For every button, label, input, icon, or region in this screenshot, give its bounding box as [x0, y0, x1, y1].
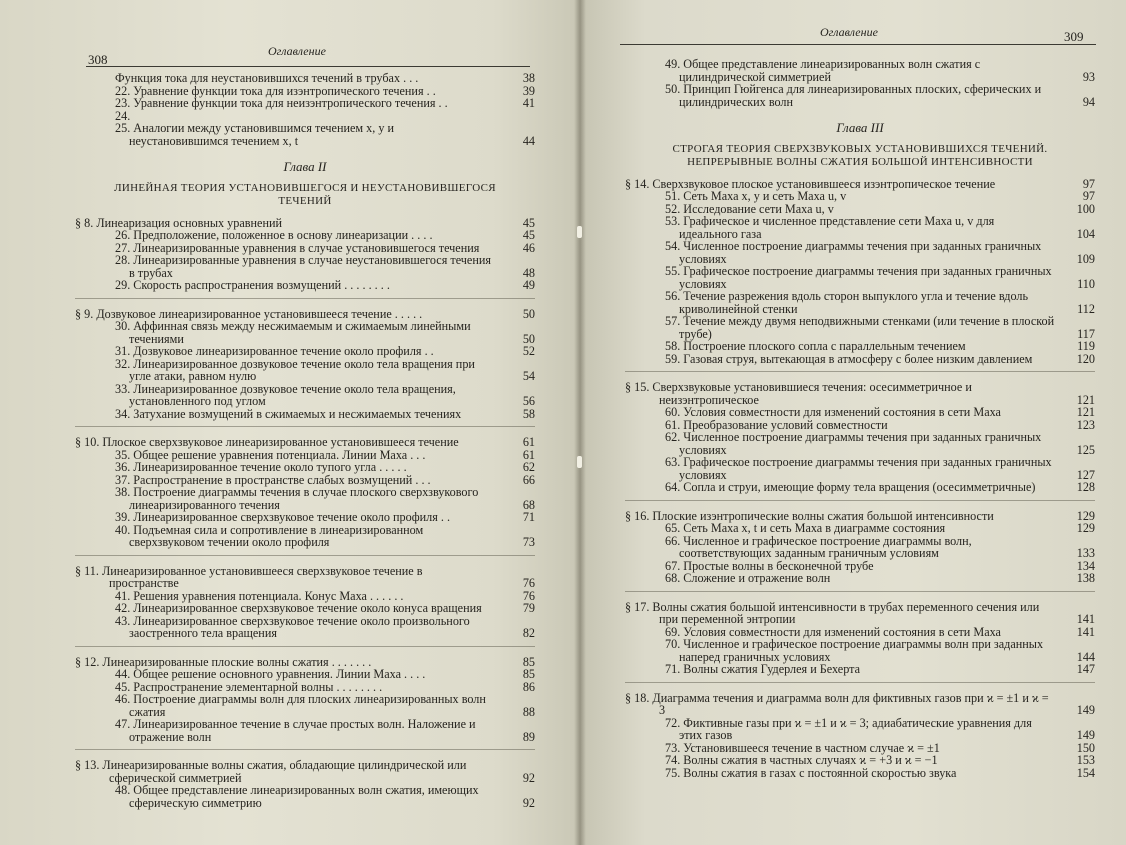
toc-entry: [75, 784, 535, 809]
section-title: § 12. Линеаризированные плоские волны сжатия . . . . . . .: [75, 654, 372, 669]
toc-entry-text: [115, 122, 495, 147]
toc-entry-page: 119: [1077, 339, 1095, 353]
toc-entry-title: Предположение, положенное в основу линеаризации . . . .: [133, 228, 433, 242]
page-number-right: 309: [1064, 29, 1084, 44]
toc-entry-page: 97: [1082, 189, 1095, 203]
toc-entry-page: 45: [522, 228, 535, 242]
toc-entry: [75, 693, 535, 718]
toc-entry-page: 82: [522, 626, 535, 640]
section-page: 85: [522, 654, 535, 669]
toc-entry-number: 33.: [115, 381, 131, 396]
toc-entry-title: Построение диаграммы волн для плоских линеаризированных волн сжатия: [129, 692, 486, 719]
toc-entry-text: [665, 535, 1055, 560]
toc-entry-number: 63.: [665, 455, 681, 469]
toc-entry-number: 70.: [665, 637, 681, 651]
toc-entry: [625, 290, 1095, 315]
toc-entry-page: 144: [1076, 649, 1095, 664]
toc-entry-title: Уравнение функции тока для неизэнтропического течения . .: [133, 96, 448, 110]
toc-entry: [625, 572, 1095, 585]
section-divider: [75, 426, 535, 427]
toc-entry-number: 41.: [115, 588, 131, 603]
toc-entry: [75, 254, 535, 279]
toc-entry-page: 79: [522, 601, 535, 615]
section-divider: [625, 682, 1095, 683]
toc-entry-page: 54: [522, 369, 535, 383]
toc-entry-page: 68: [522, 497, 535, 512]
toc-entry-text: [665, 638, 1055, 663]
section-divider: [75, 298, 535, 299]
toc-entry-page: 129: [1076, 521, 1095, 535]
section-title: § 13. Линеаризированные волны сжатия, обладающие цилиндрической или сферической симметрией: [75, 758, 467, 785]
chapter-title: ЛИНЕЙНАЯ ТЕОРИЯ УСТАНОВИВШЕГОСЯ И НЕУСТАНОВИВШЕГОСЯ ТЕЧЕНИЙ: [114, 181, 496, 207]
toc-entry-page: 92: [522, 795, 535, 810]
toc-entry-text: [665, 481, 1055, 494]
toc-entry-number: 58.: [665, 339, 681, 353]
toc-entry: [625, 215, 1095, 240]
header-rule-right: [620, 44, 1096, 45]
toc-entry-number: 47.: [115, 717, 131, 731]
toc-entry-page: 86: [522, 679, 535, 694]
toc-entry-title: Линеаризированное дозвуковое течение около тела вращения при угле атаки, равном нулю: [129, 356, 475, 383]
section-page: 141: [1076, 612, 1095, 626]
toc-entry-number: 73.: [665, 740, 681, 755]
toc-entry-text: [665, 456, 1055, 481]
toc-entry-page: 49: [522, 278, 535, 292]
toc-entry-title: Затухание возмущений в сжимаемых и несжимаемых течениях: [133, 406, 462, 421]
toc-left: [75, 72, 535, 809]
section-heading: [75, 565, 535, 590]
section-title: § 17. Волны сжатия большой интенсивности в трубах переменного сечения или при переменной энтропии: [625, 599, 1040, 626]
toc-entry-text: [115, 383, 495, 408]
toc-entry-page: 123: [1076, 417, 1095, 432]
toc-entry-page: 120: [1076, 351, 1095, 366]
toc-entry-number: 35.: [115, 447, 131, 462]
toc-entry: [75, 279, 535, 292]
toc-entry-text: [665, 431, 1055, 456]
toc-entry-page: 109: [1076, 251, 1095, 266]
toc-entry-title: Течение разрежения вдоль сторон выпуклого угла и течение вдоль криволинейной стенки: [679, 289, 1029, 316]
section-page: 45: [522, 215, 535, 230]
toc-entry: [625, 767, 1095, 780]
toc-entry-title: Сеть Маха x, t и сеть Маха в диаграмме состояния: [683, 521, 946, 535]
toc-entry-text: [115, 718, 495, 743]
section-page: 97: [1082, 176, 1095, 191]
toc-entry-title: Сложение и отражение волн: [683, 571, 831, 585]
toc-entry-page: 89: [522, 729, 535, 744]
toc-entry-number: 65.: [665, 521, 681, 535]
toc-entry-number: 31.: [115, 344, 131, 358]
header-rule-left: [86, 66, 530, 67]
section-page: 129: [1076, 508, 1095, 523]
section-title: § 10. Плоское сверхзвуковое линеаризированное установившееся течение: [75, 435, 459, 449]
toc-entry-page: 147: [1076, 662, 1095, 676]
toc-entry-number: 23.: [115, 96, 131, 110]
toc-entry-number: 39.: [115, 510, 131, 524]
toc-entry-title: Волны сжатия в частных случаях ϰ = +3 и ϰ = −1: [683, 753, 938, 767]
toc-entry-page: 61: [522, 447, 535, 462]
toc-entry-number: 29.: [115, 278, 131, 292]
toc-entry: [625, 431, 1095, 456]
toc-entry-number: 52.: [665, 201, 681, 216]
section-heading: [625, 381, 1095, 406]
toc-entry-number: 61.: [665, 417, 681, 432]
toc-entry-page: 93: [1082, 69, 1095, 84]
running-header-right: Оглавление: [820, 25, 878, 39]
toc-entry-title: Линеаризированное сверхзвуковое течение около произвольного заостренного тела вращения: [129, 613, 470, 640]
toc-entry-number: 69.: [665, 624, 681, 639]
toc-entry-title: Волны сжатия Гудерлея и Бехерта: [683, 662, 861, 676]
toc-entry-text: [115, 97, 495, 110]
toc-entry-page: 112: [1077, 301, 1095, 316]
toc-entry-page: 41: [522, 96, 535, 110]
toc-entry-number: 24.: [115, 108, 131, 123]
toc-entry: [625, 638, 1095, 663]
toc-entry-page: 73: [522, 535, 535, 549]
toc-entry-number: 51.: [665, 189, 681, 203]
toc-entry-text: [115, 615, 495, 640]
toc-entry-title: Линеаризированные уравнения в случае неустановившегося течения в трубах: [129, 253, 491, 280]
toc-entry-title: Графическое построение диаграммы течения при заданных граничных условиях: [679, 264, 1052, 291]
toc-entry-number: 75.: [665, 765, 681, 780]
toc-entry-text: [115, 320, 495, 345]
toc-entry-page: 44: [522, 133, 535, 148]
section-divider: [625, 371, 1095, 372]
toc-entry-title: Графическое построение диаграммы течения при заданных граничных условиях: [679, 455, 1052, 482]
section-title: § 16. Плоские изэнтропические волны сжатия большой интенсивности: [625, 508, 994, 523]
toc-entry-title: Газовая струя, вытекающая в атмосферу с более низким давлением: [683, 351, 1033, 366]
toc-entry: [75, 320, 535, 345]
toc-entry-number: 37.: [115, 472, 131, 487]
toc-entry-page: 121: [1076, 405, 1095, 419]
toc-entry-title: Скорость распространения возмущений . . . . . . . .: [133, 278, 390, 292]
toc-entry-title: Принцип Гюйгенса для линеаризированных плоских, сферических и цилиндрических волн: [679, 82, 1042, 109]
toc-entry-number: 72.: [665, 715, 681, 730]
section-title: § 8. Линеаризация основных уравнений: [75, 215, 283, 230]
toc-entry: [625, 717, 1095, 742]
toc-entry-number: 48.: [115, 783, 131, 797]
toc-entry: [75, 358, 535, 383]
toc-entry-text: [665, 767, 1055, 780]
toc-entry-title: Распространение элементарной волны . . . . . . . .: [133, 679, 383, 694]
toc-entry-number: 38.: [115, 485, 131, 499]
toc-entry-text: [665, 315, 1055, 340]
section-heading: [75, 759, 535, 784]
toc-entry: [625, 535, 1095, 560]
toc-entry-page: 141: [1076, 624, 1095, 639]
toc-right: [625, 58, 1095, 779]
section-divider: [625, 500, 1095, 501]
toc-entry-page: 138: [1076, 571, 1095, 585]
toc-entry-number: 55.: [665, 264, 681, 278]
toc-entry: [625, 315, 1095, 340]
running-header-left: Оглавление: [268, 44, 326, 58]
toc-entry-number: 54.: [665, 239, 681, 253]
toc-entry-number: 30.: [115, 319, 131, 333]
toc-entry-number: 56.: [665, 289, 681, 303]
toc-entry-title: Фиктивные газы при ϰ = ±1 и ϰ = 3; адиабатические уравнения для этих газов: [679, 715, 1032, 742]
toc-entry-number: 67.: [665, 558, 681, 573]
section-divider: [75, 646, 535, 647]
toc-entry-title: Дозвуковое линеаризированное течение около профиля . .: [133, 344, 434, 358]
toc-entry: [75, 408, 535, 421]
toc-entry-text: [665, 240, 1055, 265]
toc-entry-page: 46: [522, 240, 535, 255]
toc-entry-number: 49.: [665, 57, 681, 71]
toc-entry-page: 58: [522, 406, 535, 421]
toc-entry-title: Численное построение диаграммы течения при заданных граничных условиях: [679, 239, 1042, 266]
toc-entry-number: 26.: [115, 228, 131, 242]
toc-entry-number: 43.: [115, 613, 131, 628]
toc-entry-title: Простые волны в бесконечной трубе: [683, 558, 874, 573]
section-title: § 14. Сверхзвуковое плоское установившееся изэнтропическое течение: [625, 176, 996, 191]
toc-entry-page: 39: [522, 83, 535, 98]
toc-entry-title: Линеаризированное сверхзвуковое течение около конуса вращения: [133, 601, 482, 615]
toc-entry-page: 150: [1076, 740, 1095, 755]
toc-entry: [625, 83, 1095, 108]
toc-entry-text: [115, 693, 495, 718]
toc-entry-text: [665, 353, 1055, 366]
toc-entry-number: 66.: [665, 533, 681, 548]
toc-entry-page: 88: [522, 704, 535, 719]
toc-entry-text: [665, 290, 1055, 315]
toc-entry-title: Линеаризированные уравнения в случае установившегося течения: [133, 240, 480, 255]
section-divider: [75, 555, 535, 556]
toc-entry-title: Условия совместности для изменений состояния в сети Маха: [683, 405, 1001, 419]
toc-entry-title: Линеаризированное дозвуковое течение около тела вращения, установленного под углом: [129, 381, 456, 408]
toc-entry-page: 56: [522, 394, 535, 408]
toc-entry-page: 125: [1076, 442, 1095, 457]
toc-entry-text: [665, 265, 1055, 290]
toc-entry-number: 44.: [115, 667, 131, 681]
toc-entry-text: [115, 486, 495, 511]
toc-entry-number: 50.: [665, 82, 681, 96]
toc-entry-title: Численное и графическое построение диаграммы волн, соответствующих заданным граничным условиям: [679, 533, 972, 560]
section-divider: [75, 749, 535, 750]
section-page: 61: [522, 435, 535, 449]
toc-entry: [75, 122, 535, 147]
toc-entry-page: 48: [522, 265, 535, 280]
toc-entry-number: 32.: [115, 356, 131, 371]
toc-entry-page: 128: [1076, 480, 1095, 494]
toc-entry-title: Численное и графическое построение диаграммы волн при заданных наперед граничных условиях: [679, 637, 1044, 664]
toc-entry-title: Преобразование условий совместности: [683, 417, 888, 432]
toc-entry-number: 46.: [115, 692, 131, 706]
toc-entry-number: 64.: [665, 480, 681, 494]
section-page: 76: [522, 576, 535, 590]
toc-entry-title: Линеаризированное сверхзвуковое течение около профиля . .: [133, 510, 451, 524]
toc-entry-number: 36.: [115, 460, 131, 474]
toc-entry: [625, 456, 1095, 481]
toc-entry-title: Распространение в пространстве слабых возмущений . . .: [133, 472, 431, 487]
toc-entry-text: [115, 279, 495, 292]
toc-entry-page: 52: [522, 344, 535, 358]
toc-entry: [625, 58, 1095, 83]
section-page: 50: [522, 306, 535, 321]
toc-entry-text: [665, 572, 1055, 585]
toc-entry-title: Исследование сети Маха u, v: [683, 201, 834, 216]
toc-entry-text: [115, 358, 495, 383]
toc-entry-number: 40.: [115, 522, 131, 537]
book-spine: [574, 0, 586, 845]
section-page: 92: [522, 770, 535, 785]
toc-entry-title: Подъемная сила и сопротивление в линеаризированном сверхзвуковом течении около профиля: [129, 522, 424, 549]
chapter-label: Глава II: [283, 159, 327, 174]
toc-entry: [625, 481, 1095, 494]
chapter-title: СТРОГАЯ ТЕОРИЯ СВЕРХЗВУКОВЫХ УСТАНОВИВШИХСЯ ТЕЧЕНИЙ. НЕПРЕРЫВНЫЕ ВОЛНЫ СЖАТИЯ БОЛЬШОЙ ИНТЕНСИВНОСТИ: [672, 142, 1048, 168]
toc-entry-text: [665, 663, 1055, 676]
toc-entry: [75, 97, 535, 110]
section-heading: [625, 601, 1095, 626]
toc-entry-title: Аффинная связь между несжимаемым и сжимаемым линейными течениями: [129, 319, 471, 346]
section-title: § 9. Дозвуковое линеаризированное установившееся течение . . . . .: [75, 306, 423, 321]
toc-entry-text: [115, 254, 495, 279]
section-page: 149: [1076, 703, 1095, 717]
toc-entry-number: 28.: [115, 253, 131, 267]
toc-entry-number: 60.: [665, 405, 681, 419]
toc-entry-number: 25.: [115, 121, 131, 135]
toc-entry: [625, 265, 1095, 290]
toc-entry-title: Общее решение основного уравнения. Линии Маха . . . .: [133, 667, 426, 681]
toc-entry-title: Решения уравнения потенциала. Конус Маха . . . . . .: [133, 588, 404, 603]
section-divider: [625, 591, 1095, 592]
toc-entry-title: Уравнение функции тока для изэнтропического течения . .: [133, 83, 436, 98]
toc-entry-title: Построение диаграммы течения в случае плоского сверхзвукового линеаризированного течения: [129, 485, 479, 512]
toc-entry-number: 74.: [665, 753, 681, 767]
toc-entry-number: 57.: [665, 314, 681, 328]
toc-entry-title: Волны сжатия в газах с постоянной скоростью звука: [683, 765, 957, 780]
toc-entry-page: 117: [1077, 326, 1095, 341]
toc-entry-title: Линеаризированное течение в случае простых волн. Наложение и отражение волн: [129, 717, 476, 744]
binding-stitch: [577, 226, 582, 238]
toc-entry-page: 50: [522, 331, 535, 346]
section-page: 121: [1076, 392, 1095, 407]
toc-entry: [625, 663, 1095, 676]
toc-entry-title: Сеть Маха x, y и сеть Маха u, v: [683, 189, 847, 203]
toc-entry-title: Условия совместности для изменений состояния в сети Маха: [683, 624, 1001, 639]
section-title: § 18. Диаграмма течения и диаграмма волн для фиктивных газов при ϰ = ±1 и ϰ = 3: [625, 690, 1049, 717]
toc-entry-number: 71.: [665, 662, 681, 676]
toc-entry-title: Общее представление линеаризированных волн сжатия с цилиндрической симметрией: [679, 57, 981, 84]
toc-entry-number: 45.: [115, 679, 131, 694]
toc-entry-text: [115, 408, 495, 421]
toc-entry: [75, 524, 535, 549]
toc-entry-number: 59.: [665, 351, 681, 366]
toc-entry-text: [665, 717, 1055, 742]
toc-entry-title: Функция тока для неустановившихся течений в трубах . . .: [115, 71, 419, 85]
toc-entry-page: 100: [1076, 201, 1095, 216]
page-number-left: 308: [88, 52, 108, 67]
toc-entry-page: 38: [522, 71, 535, 85]
toc-entry-title: Течение между двумя неподвижными стенками (или течение в плоской трубе): [679, 314, 1055, 341]
toc-entry: [75, 718, 535, 743]
toc-entry-title: Численное построение диаграммы течения при заданных граничных условиях: [679, 430, 1042, 457]
toc-entry-page: 71: [522, 510, 535, 524]
toc-entry-page: 133: [1076, 546, 1095, 560]
toc-entry-page: 94: [1082, 94, 1095, 109]
toc-entry-number: 53.: [665, 214, 681, 228]
toc-entry-text: [665, 58, 1055, 83]
toc-entry-page: 134: [1076, 558, 1095, 573]
toc-entry-title: Графическое и численное представление сети Маха u, v для идеального газа: [679, 214, 995, 241]
toc-entry-page: 153: [1076, 753, 1095, 767]
toc-entry-number: 62.: [665, 430, 681, 444]
section-title: § 11. Линеаризированное установившееся сверхзвуковое течение в пространстве: [75, 563, 423, 590]
toc-entry-page: 85: [522, 667, 535, 681]
toc-entry-title: Сопла и струи, имеющие форму тела вращения (осесимметричные): [683, 480, 1036, 494]
toc-entry-page: 76: [522, 588, 535, 603]
toc-entry-title: Общее представление линеаризированных волн сжатия, имеющих сферическую симметрию: [129, 783, 479, 810]
toc-entry-page: 104: [1076, 226, 1095, 241]
toc-entry-page: 66: [522, 472, 535, 487]
toc-entry-page: 149: [1076, 728, 1095, 742]
chapter-label: Глава III: [836, 120, 884, 135]
toc-entry-number: 68.: [665, 571, 681, 585]
toc-entry-title: Аналогии между установившимся течением x, y и неустановившимся течением x, t: [129, 121, 395, 148]
toc-entry-title: Общее решение уравнения потенциала. Линии Маха . . .: [133, 447, 426, 462]
toc-entry-page: 127: [1076, 467, 1095, 482]
toc-entry-text: [115, 784, 495, 809]
toc-entry-number: 27.: [115, 240, 131, 255]
section-title: § 15. Сверхзвуковые установившиеся течения: осесимметричное и неизэнтропическое: [625, 380, 972, 407]
toc-entry-number: 42.: [115, 601, 131, 615]
section-heading: [625, 692, 1095, 717]
toc-entry-page: 154: [1076, 765, 1095, 780]
toc-entry-page: 110: [1077, 276, 1095, 291]
toc-entry: [625, 240, 1095, 265]
toc-entry-title: Линеаризированное течение около тупого угла . . . . .: [133, 460, 407, 474]
right-page: [580, 0, 1126, 845]
toc-entry-title: Установившееся течение в частном случае ϰ = ±1: [683, 740, 940, 755]
toc-entry-text: [665, 215, 1055, 240]
toc-entry: [75, 383, 535, 408]
binding-stitch: [577, 456, 582, 468]
toc-entry-page: 62: [522, 460, 535, 474]
toc-entry: [75, 486, 535, 511]
toc-entry: [625, 353, 1095, 366]
toc-entry-text: [115, 524, 495, 549]
toc-entry-number: 22.: [115, 83, 131, 98]
toc-entry-text: [665, 83, 1055, 108]
toc-entry: [75, 615, 535, 640]
toc-entry-title: Построение плоского сопла с параллельным течением: [683, 339, 966, 353]
toc-entry-number: 34.: [115, 406, 131, 421]
